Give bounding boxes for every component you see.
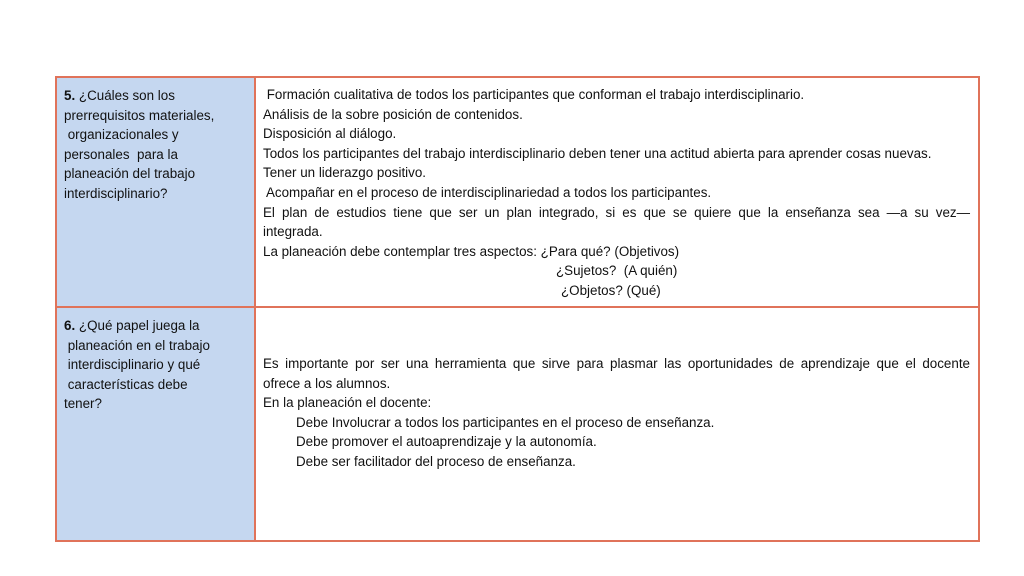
question-line: planeación en el trabajo [64,337,210,353]
table-row [56,307,979,541]
answer-line: Debe promover el autoaprendizaje y la autonomía. [296,434,597,450]
answer-line: ¿Objetos? (Qué) [561,282,661,298]
answer-line: Todos los participantes del trabajo interdisciplinario deben tener una actitud abierta para aprender cosas nuevas. [263,145,932,161]
question-line [64,316,248,336]
answer-line: La planeación debe contemplar tres aspectos: ¿Para qué? (Objetivos) [263,243,680,259]
question-line: planeación del trabajo [64,166,196,182]
question-number: 5. [64,88,76,103]
answer-line: Acompañar en el proceso de interdisciplinariedad a todos los participantes. [263,184,712,200]
question-line: organizacionales y [64,127,179,143]
answer-cell [255,77,979,307]
question-line: interdisciplinario y qué [64,357,201,373]
question-line [64,86,248,106]
answer-line: Debe Involucrar a todos los participantes en el proceso de enseñanza. [296,414,715,430]
answer-line: Formación cualitativa de todos los participantes que conforman el trabajo interdisciplinario. [263,87,805,102]
answer-line: Debe ser facilitador del proceso de enseñanza. [296,453,576,469]
answer-line: ofrece a los alumnos. [263,375,391,391]
table-row [56,77,979,307]
answer-line: Disposición al diálogo. [263,126,397,142]
question-line: interdisciplinario? [64,185,168,201]
answer-line: Análisis de la sobre posición de contenidos. [263,106,523,122]
question-line: prerrequisitos materiales, [64,107,215,123]
answer-line: ¿Sujetos? (A quién) [556,263,678,279]
answer-cell [255,307,979,541]
answer-line: Tener un liderazgo positivo. [263,165,427,181]
question-cell [56,307,255,541]
qa-table [55,76,980,542]
question-line: características debe [64,376,188,392]
question-line: tener? [64,396,102,412]
answer-line: integrada. [263,224,323,240]
answer-line: El plan de estudios tiene que ser un plan integrado, si es que se quiere que la enseñanza sea —a su vez— [263,204,970,220]
question-cell [56,77,255,307]
answer-line: Es importante por ser una herramienta que sirve para plasmar las oportunidades de aprendizaje que el docente [263,356,970,371]
question-text: ¿Cuáles son los [78,88,175,103]
question-text: ¿Qué papel juega la [78,318,200,333]
question-line: personales para la [64,146,178,162]
question-number: 6. [64,318,76,333]
answer-line: En la planeación el docente: [263,395,432,411]
